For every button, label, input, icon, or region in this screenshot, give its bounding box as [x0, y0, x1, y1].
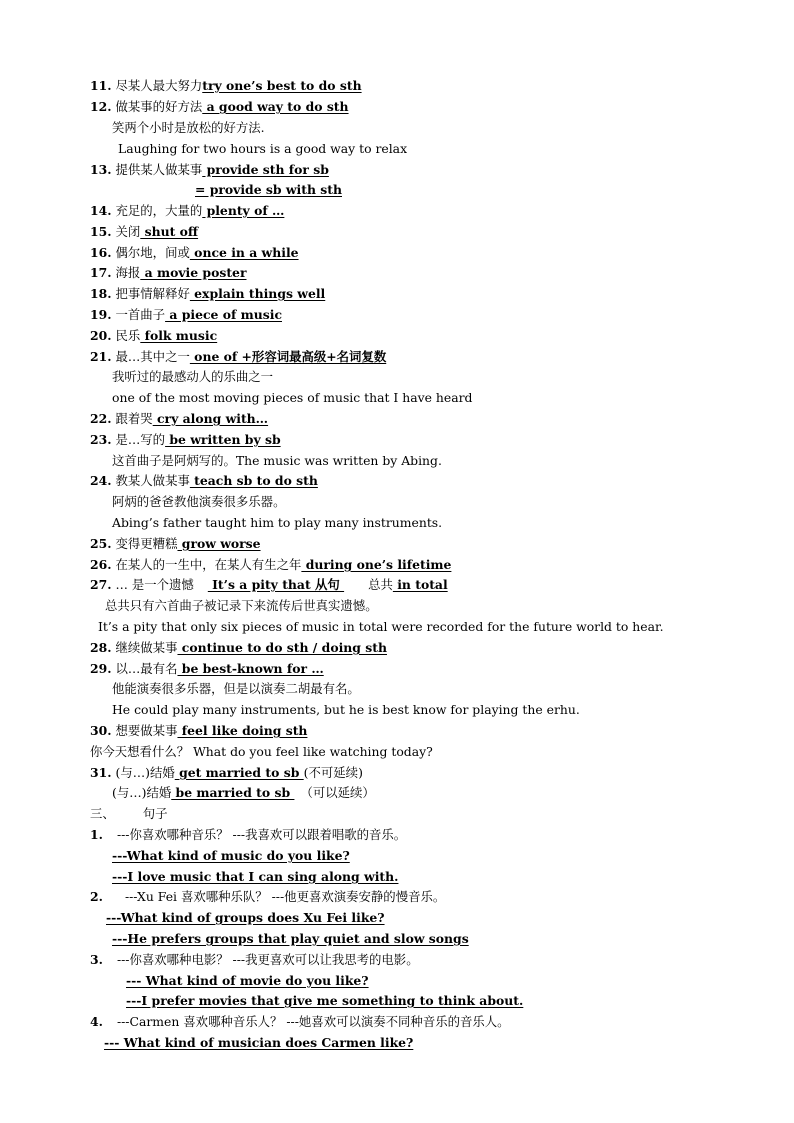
vocab-item	[90, 473, 318, 489]
vocab-item	[90, 78, 362, 94]
example-chinese: 我听过的最感动人的乐曲之一	[112, 369, 274, 384]
sentence-number: 2.	[90, 889, 103, 904]
example-chinese: 笑两个小时是放松的好方法.	[112, 120, 265, 135]
item-answer: feel like doing sth	[177, 723, 308, 738]
item-number: 26.	[90, 557, 112, 572]
item-number: 14.	[90, 203, 112, 218]
example-english: one of the most moving pieces of music that I have heard	[112, 390, 473, 405]
sentence-number: 1.	[90, 827, 103, 842]
item-answer: plenty of …	[202, 203, 285, 218]
answer-line-text: ---I prefer movies that give me something to think about.	[126, 993, 524, 1008]
item-chinese: (与…)结婚	[112, 785, 172, 800]
sentence-answer	[90, 993, 523, 1009]
example-sentence: 这首曲子是阿炳写的。The music was written by Abing.	[112, 453, 442, 468]
item-chinese: 最…其中之一	[115, 349, 190, 364]
item-answer: in total	[392, 577, 448, 592]
vocab-item	[90, 286, 325, 302]
vocab-item	[90, 536, 261, 552]
vocab-item	[90, 99, 349, 115]
example-english: It’s a pity that only six pieces of music in total were recorded for the future world to hear.	[98, 619, 664, 634]
item-answer: folk music	[140, 328, 218, 343]
item-answer: provide sth for sb	[202, 162, 329, 177]
section-number: 三、	[90, 806, 115, 821]
section-title: 句子	[142, 806, 168, 821]
sentence-chinese: ---Xu Fei 喜欢哪种乐队？ ---他更喜欢演奏安静的慢音乐。	[124, 889, 446, 904]
sentence-item	[90, 952, 419, 968]
answer-line-text: ---He prefers groups that play quiet and slow songs	[112, 931, 469, 946]
answer-text	[90, 931, 469, 946]
vocab-item	[90, 765, 363, 781]
vocab-item	[90, 577, 448, 593]
item-answer: = provide sb with sth	[195, 182, 342, 197]
item-answer: be written by sb	[165, 432, 281, 447]
item-answer: get married to sb	[174, 765, 304, 780]
item-number: 24.	[90, 473, 112, 488]
vocab-item	[90, 411, 268, 427]
sentence-item	[90, 1014, 510, 1030]
item-answer: teach sb to do sth	[189, 473, 318, 488]
item-number: 18.	[90, 286, 112, 301]
sentence-chinese: ---你喜欢哪种电影？ ---我更喜欢可以让我思考的电影。	[116, 952, 419, 967]
sentence-chinese: ---Carmen 喜欢哪种音乐人？ ---她喜欢可以演奏不同种音乐的音乐人。	[116, 1014, 510, 1029]
item-chinese: 尽某人最大努力	[115, 78, 203, 93]
vocab-item	[90, 224, 198, 240]
vocab-item	[90, 162, 329, 178]
example-chinese: 阿炳的爸爸教他演奏很多乐器。	[112, 494, 286, 509]
example-sentence: 你今天想看什么？ What do you feel like watching today?	[90, 744, 433, 759]
answer-line-text: --- What kind of movie do you like?	[126, 973, 369, 988]
vocab-item-alt	[195, 182, 342, 198]
sentence-answer	[104, 1035, 413, 1051]
sentence-answer	[90, 931, 469, 947]
item-answer: It’s a pity that 从句	[207, 577, 345, 592]
item-chinese: (与…)结婚	[115, 765, 175, 780]
item-chinese: 充足的，大量的	[115, 203, 203, 218]
item-answer: once in a while	[189, 245, 299, 260]
item-answer: cry along with…	[152, 411, 269, 426]
vocab-item	[90, 349, 386, 365]
item-chinese: 继续做某事	[115, 640, 178, 655]
item-answer: grow worse	[177, 536, 261, 551]
item-number: 22.	[90, 411, 112, 426]
item-number: 29.	[90, 661, 112, 676]
item-number: 19.	[90, 307, 112, 322]
example-english: He could play many instruments, but he is best know for playing the erhu.	[112, 702, 580, 717]
item-number: 13.	[90, 162, 112, 177]
vocab-item	[90, 661, 324, 677]
item-chinese: 把事情解释好	[115, 286, 190, 301]
sentence-answer	[112, 848, 350, 864]
item-answer: try one’s best to do sth	[202, 78, 362, 93]
vocab-item	[90, 265, 246, 281]
vocab-item	[90, 432, 281, 448]
vocab-item	[90, 307, 282, 323]
item-number: 31.	[90, 765, 112, 780]
answer-text: --- What kind of musician does Carmen like?	[104, 1035, 414, 1050]
answer-line-text: ---I love music that I can sing along with.	[112, 869, 399, 884]
item-note: (不可延续)	[303, 765, 363, 780]
vocab-item	[90, 245, 299, 261]
item-answer: shut off	[140, 224, 199, 239]
item-number: 16.	[90, 245, 112, 260]
example-chinese: 他能演奏很多乐器，但是以演奏二胡最有名。	[112, 681, 360, 696]
example-english: Abing’s father taught him to play many instruments.	[112, 515, 443, 530]
item-number: 30.	[90, 723, 112, 738]
sentence-answer	[90, 973, 369, 989]
item-number: 27.	[90, 577, 112, 592]
item-number: 25.	[90, 536, 112, 551]
vocab-item	[90, 557, 451, 573]
answer-text: ---What kind of groups does Xu Fei like?	[106, 910, 385, 925]
sentence-number: 4.	[90, 1014, 103, 1029]
item-chinese: 在某人的一生中，在某人有生之年	[115, 557, 302, 572]
item-answer: a piece of music	[165, 307, 282, 322]
item-chinese: 关闭	[115, 224, 141, 239]
item-chinese: 民乐	[115, 328, 141, 343]
item-answer: a movie poster	[140, 265, 247, 280]
item-chinese: 做某事的好方法	[115, 99, 203, 114]
item-chinese: 以…最有名	[115, 661, 178, 676]
vocab-item	[90, 723, 307, 739]
example-english: Laughing for two hours is a good way to relax	[118, 141, 408, 156]
item-number: 23.	[90, 432, 112, 447]
item-answer: one of +形容词最高级+名词复数	[189, 349, 387, 364]
item-chinese: 提供某人做某事	[115, 162, 203, 177]
item-number: 28.	[90, 640, 112, 655]
example-chinese: 总共只有六首曲子被记录下来流传后世真实遗憾。	[105, 598, 378, 613]
vocab-item-alt	[112, 785, 375, 801]
item-answer: be best-known for …	[177, 661, 324, 676]
item-number: 12.	[90, 99, 112, 114]
sentence-item	[90, 889, 445, 905]
item-number: 20.	[90, 328, 112, 343]
sentence-number: 3.	[90, 952, 103, 967]
item-chinese: 教某人做某事	[115, 473, 190, 488]
item-number: 11.	[90, 78, 112, 93]
item-chinese: … 是一个遗憾	[115, 577, 194, 592]
vocab-item	[90, 328, 217, 344]
item-note: （可以延续）	[300, 785, 375, 800]
vocab-item	[90, 640, 387, 656]
answer-text: ---What kind of music do you like?	[112, 848, 350, 863]
item-answer: explain things well	[189, 286, 326, 301]
item-answer: be married to sb	[171, 785, 295, 800]
item-number: 21.	[90, 349, 112, 364]
vocab-item	[90, 203, 284, 219]
item-chinese: 海报	[115, 265, 141, 280]
item-chinese: 变得更糟糕	[115, 536, 178, 551]
answer-text	[90, 993, 523, 1008]
item-answer: a good way to do sth	[202, 99, 349, 114]
answer-text	[90, 973, 369, 988]
sentence-chinese: ---你喜欢哪种音乐？ ---我喜欢可以跟着唱歌的音乐。	[116, 827, 407, 842]
answer-text	[90, 869, 398, 884]
item-number: 17.	[90, 265, 112, 280]
item-number: 15.	[90, 224, 112, 239]
item-chinese: 是…写的	[115, 432, 166, 447]
item-chinese: 想要做某事	[115, 723, 178, 738]
item-answer: during one’s lifetime	[301, 557, 452, 572]
item-chinese: 跟着哭	[115, 411, 153, 426]
section-heading	[90, 806, 168, 822]
item-chinese: 总共	[368, 577, 393, 592]
sentence-answer	[90, 869, 398, 885]
item-answer: continue to do sth / doing sth	[177, 640, 387, 655]
sentence-item	[90, 827, 406, 843]
item-chinese: 偶尔地，间或	[115, 245, 190, 260]
sentence-answer	[106, 910, 385, 926]
item-chinese: 一首曲子	[115, 307, 166, 322]
